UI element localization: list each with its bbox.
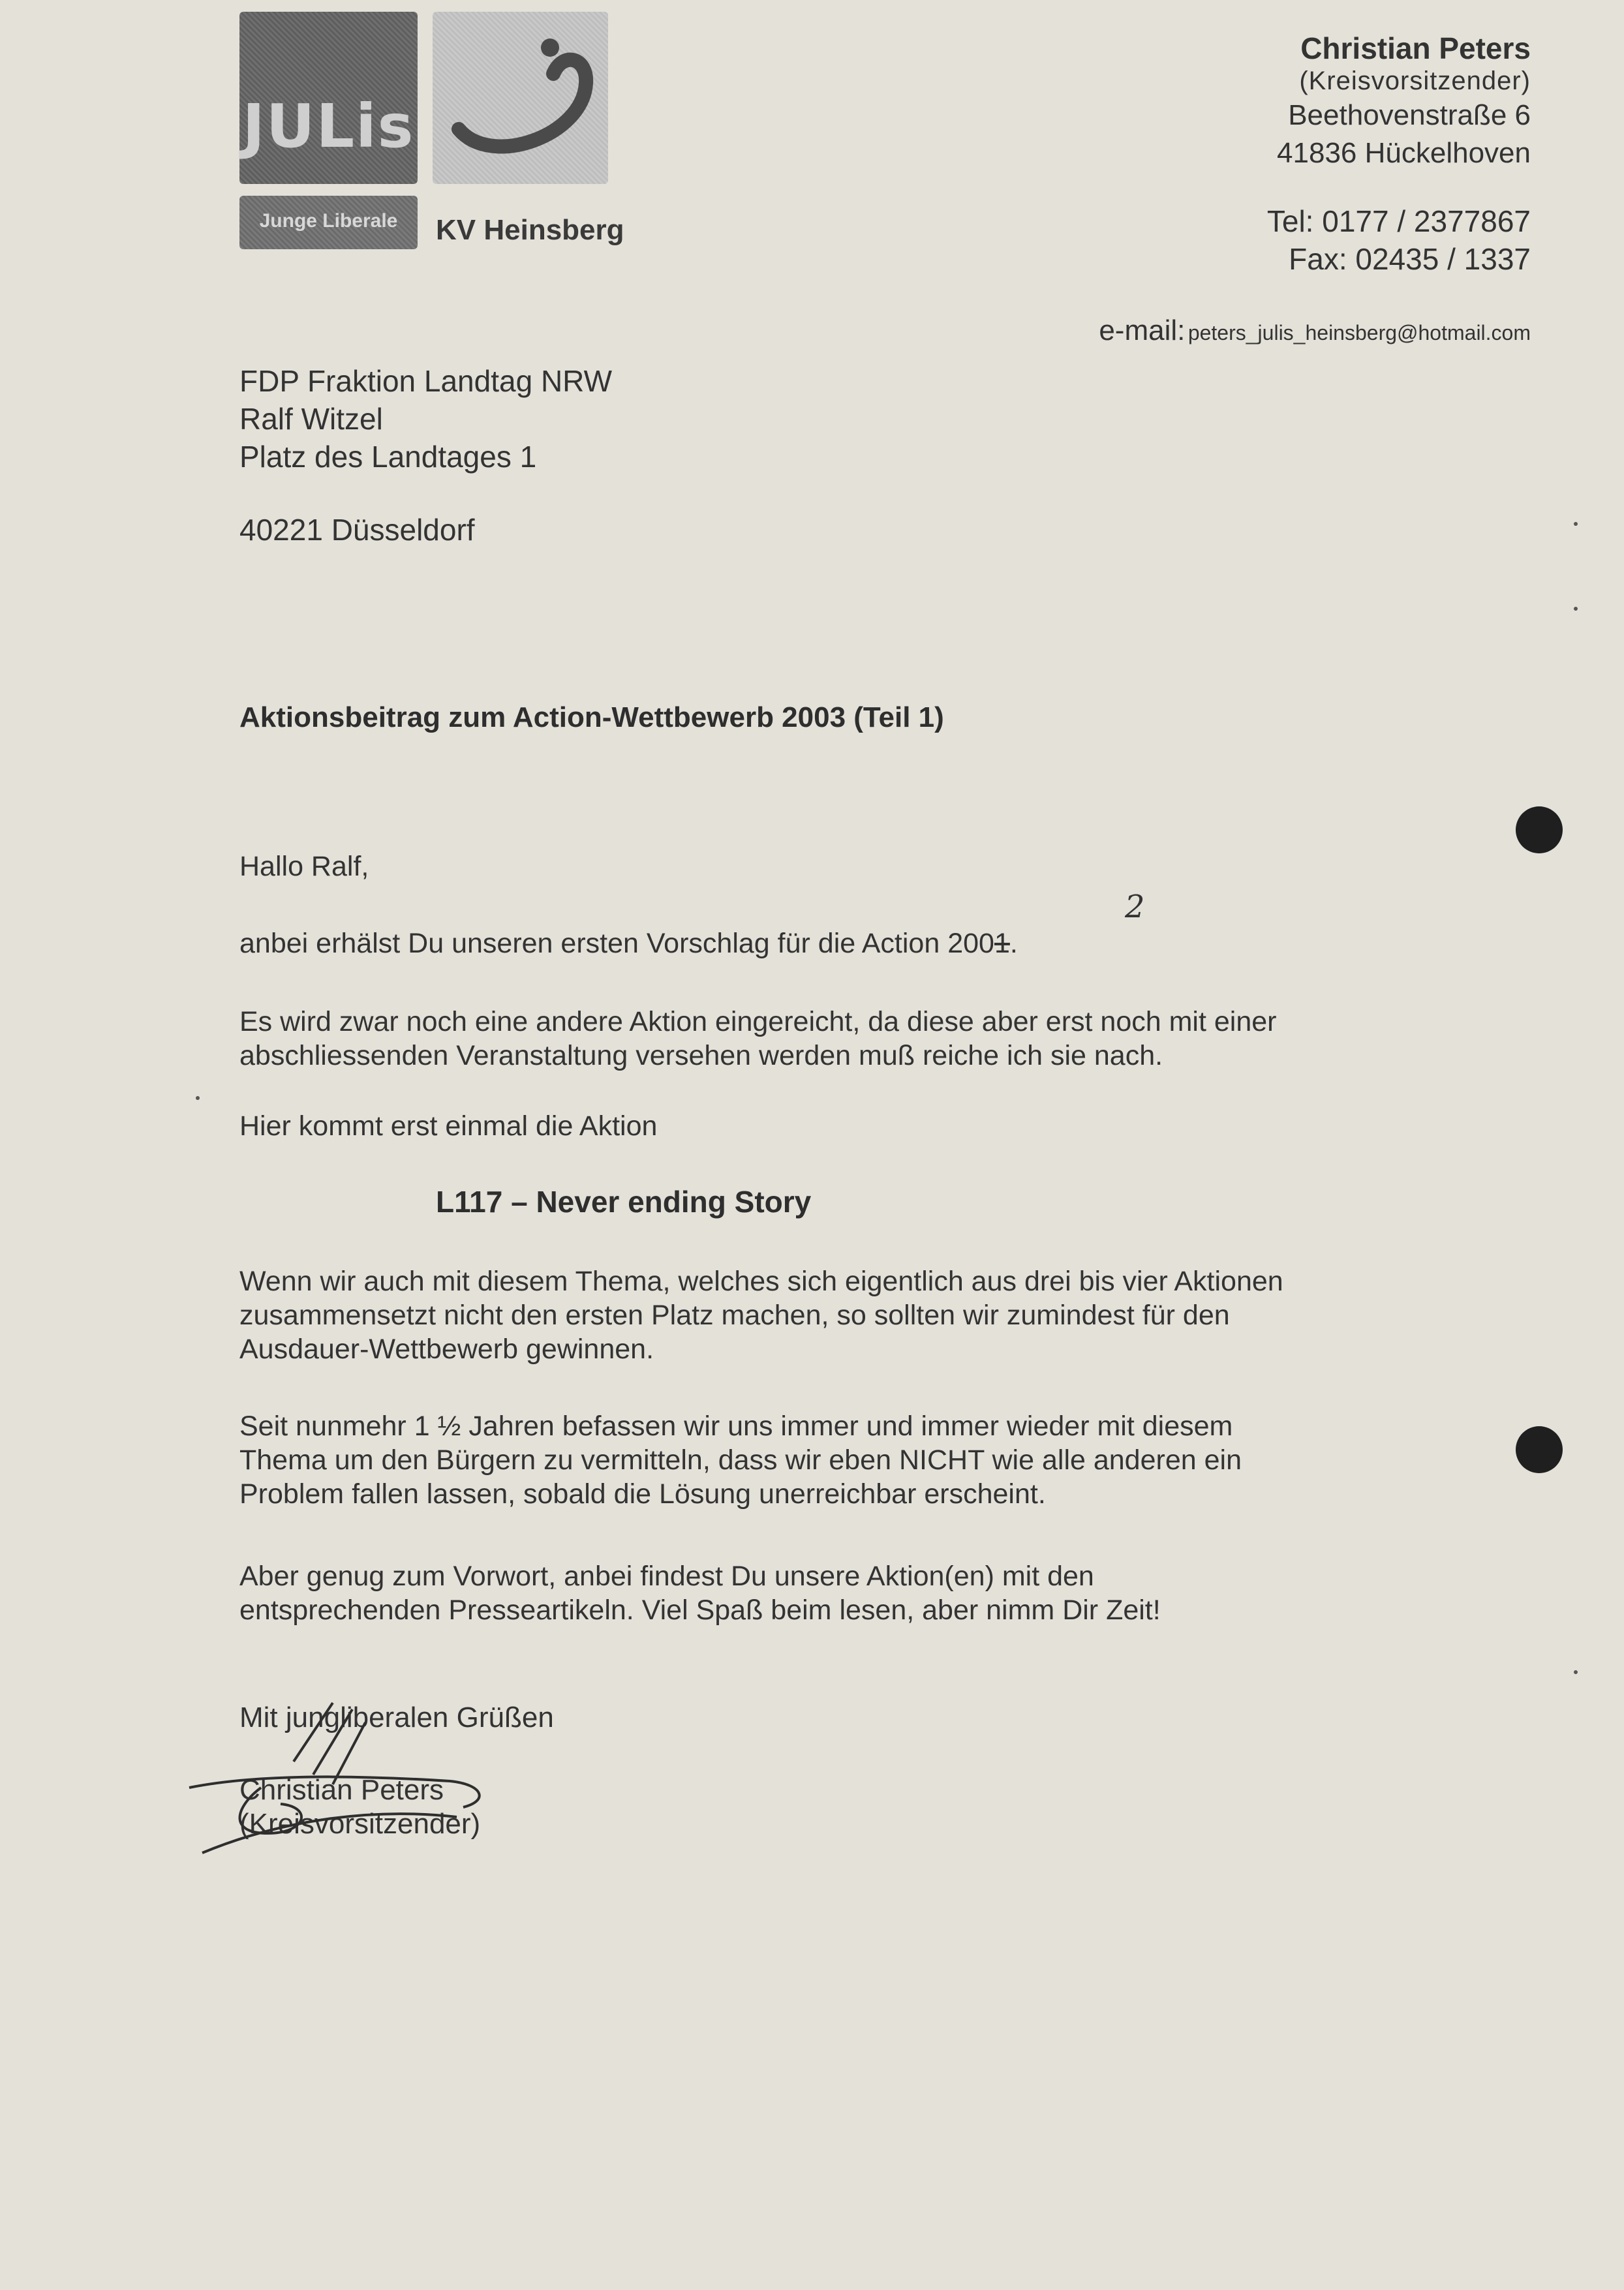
paragraph-2 [239,1005,1277,1073]
logo-brand-text: JULis [242,91,415,161]
sender-role: (Kreisvorsitzender) [1299,67,1531,95]
sender-block [1277,31,1531,172]
correction-digit: 2 [1125,889,1145,925]
punch-hole-upper [1516,806,1563,853]
logo-tagline: Junge Liberale [259,210,398,232]
speck [1574,522,1578,526]
paragraph-6-line1: Aber genug zum Vorwort, anbei findest Du unsere Aktion(en) mit den [239,1561,1094,1592]
paragraph-4-line1: Wenn wir auch mit diesem Thema, welches sich eigentlich aus drei bis vier Aktionen [239,1266,1283,1297]
paragraph-5-line3: Problem fallen lassen, sobald die Lösung unerreichbar erscheint. [239,1478,1046,1510]
handwritten-correction [1121,889,1160,938]
paragraph-3: Hier kommt erst einmal die Aktion [239,1110,658,1142]
paragraph-2-line2: abschliessenden Veranstaltung versehen werden muß reiche ich sie nach. [239,1040,1163,1071]
paragraph-1-text: anbei erhälst Du unseren ersten Vorschlag für die Action 200 [239,928,994,959]
sender-street: Beethovenstraße 6 [1288,99,1531,131]
recipient-line2: Ralf Witzel [239,402,383,436]
greeting: Hallo Ralf, [239,851,369,882]
recipient-line1: FDP Fraktion Landtag NRW [239,364,612,398]
logo-swoosh-icon [433,12,608,184]
email-label: e-mail: [1099,314,1186,346]
paragraph-5-line2: Thema um den Bürgern zu vermitteln, dass wir eben NICHT wie alle anderen ein [239,1444,1242,1476]
signature-role: (Kreisvorsitzender) [239,1808,481,1840]
kv-label: KV Heinsberg [436,214,624,246]
sender-contact [1267,202,1531,278]
handwritten-signature [176,1677,515,1872]
paragraph-4-line2: zusammensetzt nicht den ersten Platz machen, so sollten wir zumindest für den [239,1300,1230,1331]
paragraph-6-line2: entsprechenden Presseartikeln. Viel Spaß beim lesen, aber nimm Dir Zeit! [239,1595,1161,1626]
sender-email [1099,314,1531,347]
paragraph-5 [239,1409,1242,1511]
closing: Mit jungliberalen Grüßen [239,1702,554,1733]
recipient-block [239,362,612,476]
paragraph-5-line1: Seit nunmehr 1 ½ Jahren befassen wir uns immer und immer wieder mit diesem [239,1411,1233,1442]
signature-name: Christian Peters [239,1774,444,1806]
paragraph-4 [239,1264,1283,1366]
subject-line: Aktionsbeitrag zum Action-Wettbewerb 2003 (Teil 1) [239,701,944,733]
sender-city: 41836 Hückelhoven [1277,137,1531,169]
email-address: peters_julis_heinsberg@hotmail.com [1187,321,1531,344]
recipient-line3: Platz des Landtages 1 [239,440,537,474]
paragraph-2-line1: Es wird zwar noch eine andere Aktion eingereicht, da diese aber erst noch mit einer [239,1006,1277,1037]
speck [196,1096,200,1100]
sender-tel: Tel: 0177 / 2377867 [1266,204,1531,238]
paragraph-1: anbei erhälst Du unseren ersten Vorschlag für die Action 2001. [239,928,1018,959]
struck-digit: 1 [994,928,1010,959]
sender-fax: Fax: 02435 / 1337 [1289,242,1531,276]
sender-name: Christian Peters [1300,31,1531,65]
paragraph-6 [239,1559,1161,1627]
recipient-city: 40221 Düsseldorf [239,513,475,547]
punch-hole-lower [1516,1426,1563,1473]
speck [1574,607,1578,611]
paragraph-4-line3: Ausdauer-Wettbewerb gewinnen. [239,1334,654,1365]
speck [1574,1670,1578,1674]
action-title: L117 – Never ending Story [436,1185,812,1219]
